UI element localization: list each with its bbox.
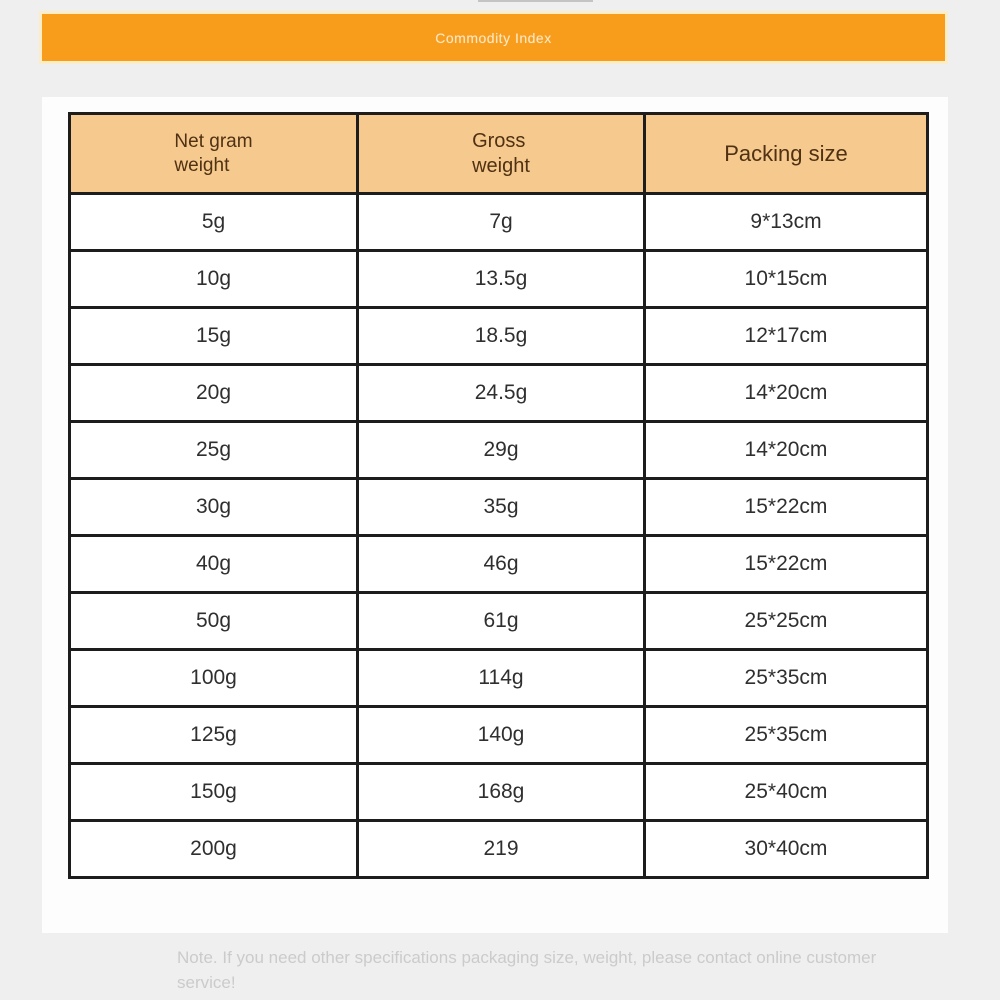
cell-packing: 14*20cm <box>645 422 928 479</box>
table-row <box>70 536 928 593</box>
cell-packing: 10*15cm <box>645 251 928 308</box>
cell-gross: 29g <box>358 422 645 479</box>
cell-gross: 114g <box>358 650 645 707</box>
image-edge-artifact <box>478 0 593 2</box>
cell-gross: 46g <box>358 536 645 593</box>
cell-packing: 9*13cm <box>645 194 928 251</box>
cell-gross: 219 <box>358 821 645 878</box>
table-row <box>70 821 928 878</box>
cell-net: 200g <box>70 821 358 878</box>
banner-title: Commodity Index <box>435 29 552 46</box>
cell-gross: 18.5g <box>358 308 645 365</box>
table-row <box>70 593 928 650</box>
cell-net: 150g <box>70 764 358 821</box>
column-header-label: Packing size <box>724 140 848 166</box>
spec-table <box>68 112 929 879</box>
table-row <box>70 479 928 536</box>
cell-net: 100g <box>70 650 358 707</box>
cell-packing: 15*22cm <box>645 479 928 536</box>
cell-net: 15g <box>70 308 358 365</box>
cell-net: 125g <box>70 707 358 764</box>
spec-table-header-row <box>70 114 928 194</box>
cell-packing: 25*40cm <box>645 764 928 821</box>
spec-table-head <box>70 114 928 194</box>
cell-packing: 25*35cm <box>645 650 928 707</box>
table-row <box>70 365 928 422</box>
cell-net: 40g <box>70 536 358 593</box>
cell-net: 5g <box>70 194 358 251</box>
cell-packing: 14*20cm <box>645 365 928 422</box>
banner <box>39 11 948 64</box>
cell-gross: 7g <box>358 194 645 251</box>
cell-gross: 24.5g <box>358 365 645 422</box>
table-row <box>70 308 928 365</box>
table-row <box>70 194 928 251</box>
table-row <box>70 707 928 764</box>
spec-table-body <box>70 194 928 878</box>
column-header-packing <box>645 114 928 194</box>
cell-net: 50g <box>70 593 358 650</box>
cell-packing: 12*17cm <box>645 308 928 365</box>
cell-gross: 140g <box>358 707 645 764</box>
cell-gross: 13.5g <box>358 251 645 308</box>
cell-gross: 61g <box>358 593 645 650</box>
table-row <box>70 251 928 308</box>
cell-packing: 30*40cm <box>645 821 928 878</box>
cell-net: 30g <box>70 479 358 536</box>
table-row <box>70 764 928 821</box>
cell-gross: 35g <box>358 479 645 536</box>
table-row <box>70 422 928 479</box>
column-header-gross <box>358 114 645 194</box>
column-header-net <box>70 114 358 194</box>
cell-packing: 15*22cm <box>645 536 928 593</box>
cell-packing: 25*35cm <box>645 707 928 764</box>
cell-gross: 168g <box>358 764 645 821</box>
table-row <box>70 650 928 707</box>
column-header-label: Gross weight <box>472 129 530 177</box>
cell-net: 20g <box>70 365 358 422</box>
cell-net: 10g <box>70 251 358 308</box>
cell-packing: 25*25cm <box>645 593 928 650</box>
column-header-label: Net gram weight <box>174 130 253 176</box>
footer-note: Note. If you need other specifications packaging size, weight, please contact online customer service! <box>177 948 877 992</box>
cell-net: 25g <box>70 422 358 479</box>
